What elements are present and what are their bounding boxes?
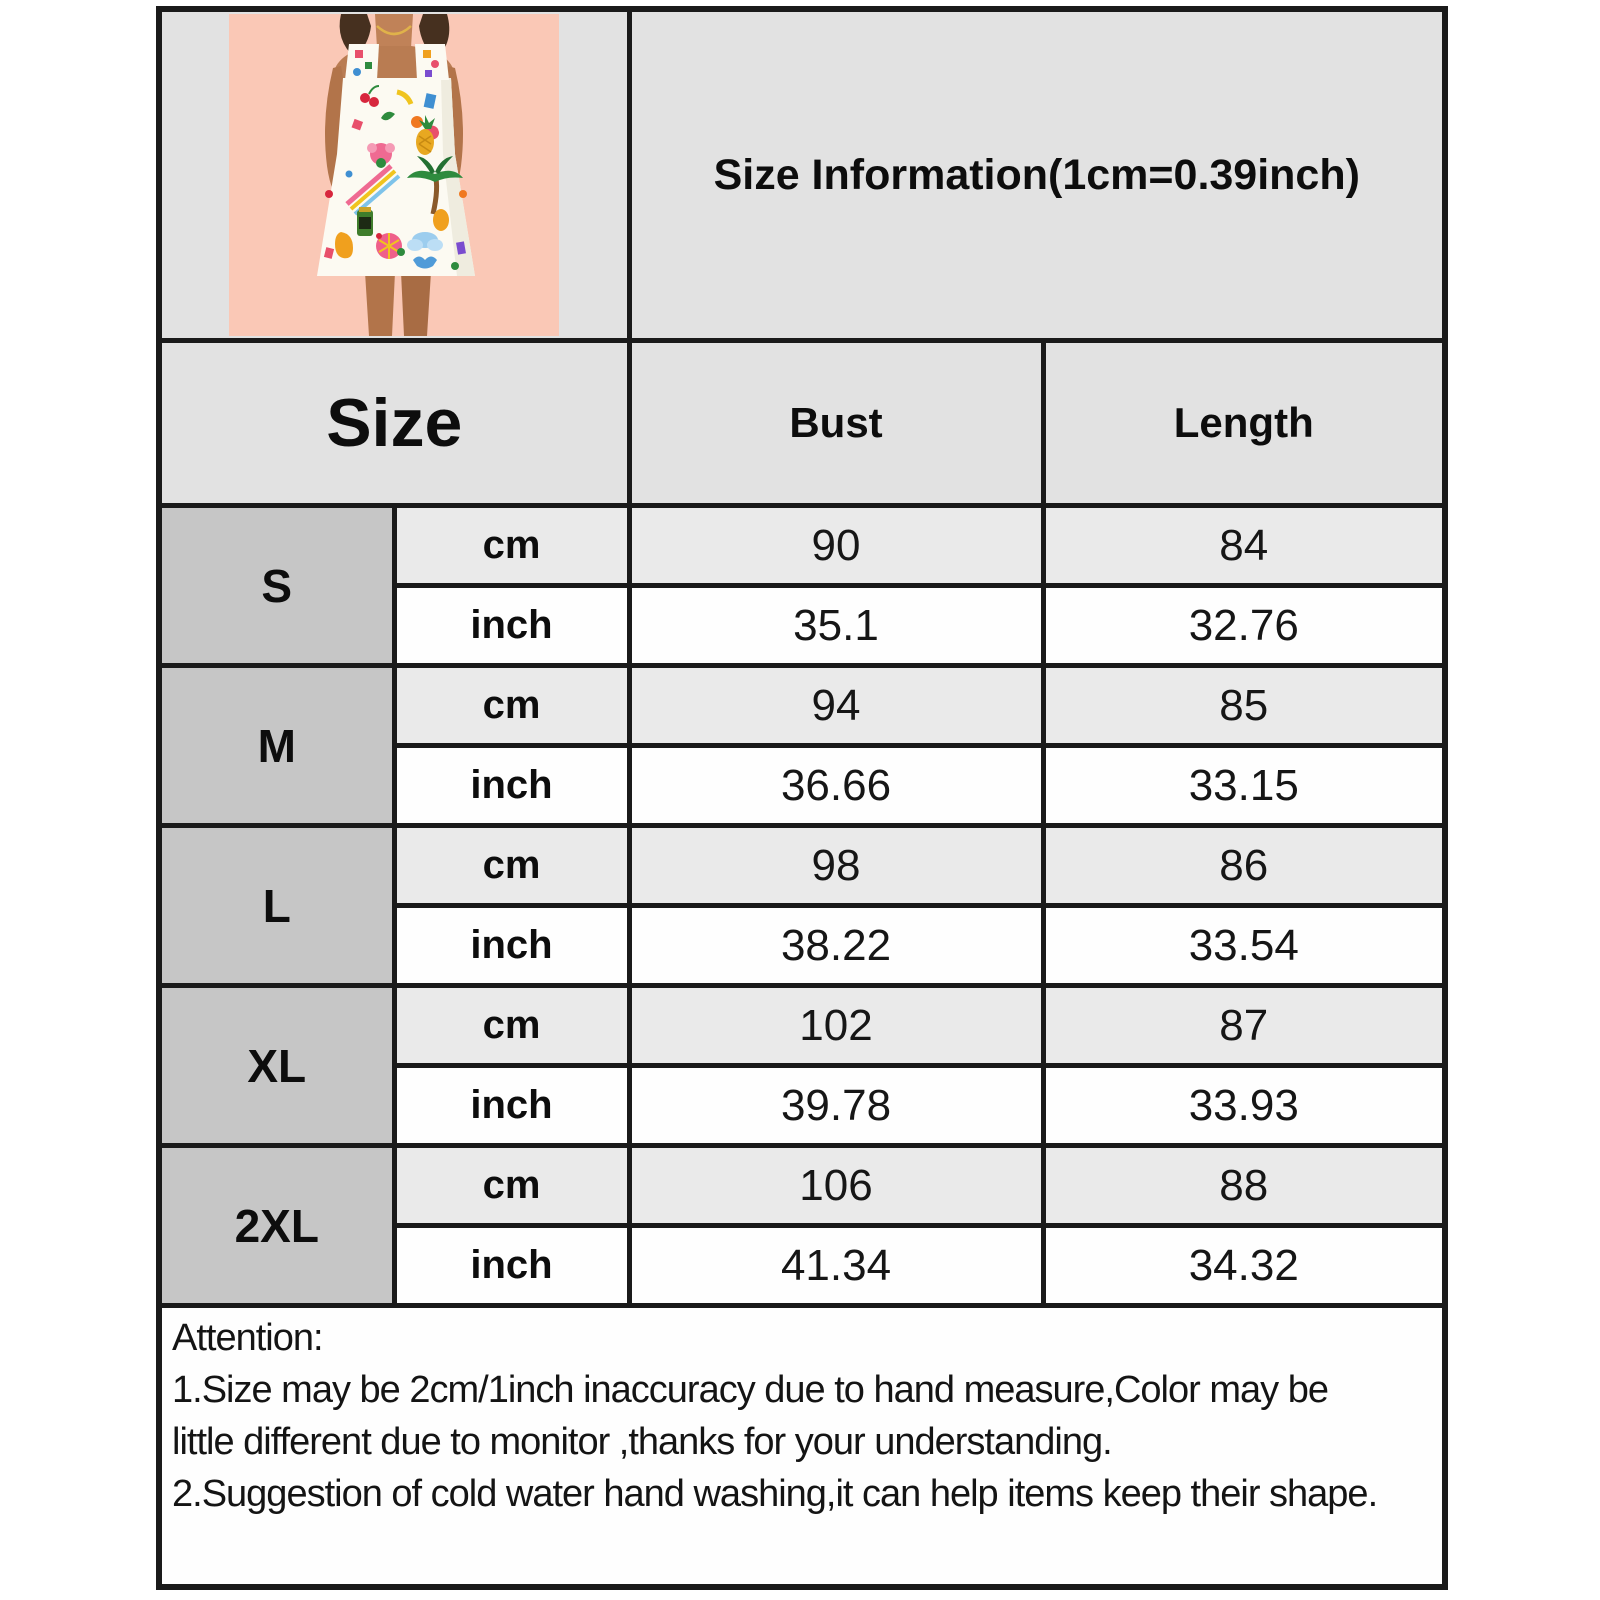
size-l-cm-row [159, 826, 1445, 906]
attention-line-3: 2.Suggestion of cold water hand washing,it can help items keep their shape. [172, 1473, 1378, 1515]
size-s-length-inch: 32.76 [1043, 586, 1445, 666]
size-2xl-length-inch: 34.32 [1043, 1226, 1445, 1306]
photo-title-row [159, 9, 1445, 341]
size-m-length-cm: 85 [1043, 666, 1445, 746]
model-neck [375, 14, 413, 48]
size-s-length-cm: 84 [1043, 506, 1445, 586]
size-chart-table [156, 6, 1448, 1590]
product-photo-cell [159, 9, 629, 341]
size-2xl-cm-row [159, 1146, 1445, 1226]
size-m-unit-cm: cm [394, 666, 629, 746]
size-m-bust-inch: 36.66 [629, 746, 1043, 826]
size-xl-length-inch: 33.93 [1043, 1066, 1445, 1146]
size-l-length-cm: 86 [1043, 826, 1445, 906]
size-2xl-unit-inch: inch [394, 1226, 629, 1306]
size-s-cm-row [159, 506, 1445, 586]
size-label-xl: XL [159, 986, 394, 1146]
size-2xl-unit-cm: cm [394, 1146, 629, 1226]
attention-line-1: 1.Size may be 2cm/1inch inaccuracy due to hand measure,Color may be [172, 1369, 1328, 1411]
size-2xl-length-cm: 88 [1043, 1146, 1445, 1226]
model-right-leg [401, 272, 431, 336]
size-m-length-inch: 33.15 [1043, 746, 1445, 826]
size-l-unit-inch: inch [394, 906, 629, 986]
column-header-length: Length [1043, 341, 1445, 506]
size-s-bust-inch: 35.1 [629, 586, 1043, 666]
size-xl-cm-row [159, 986, 1445, 1066]
size-label-2xl: 2XL [159, 1146, 394, 1306]
size-s-unit-cm: cm [394, 506, 629, 586]
dress-left-strap [345, 44, 379, 80]
size-m-bust-cm: 94 [629, 666, 1043, 746]
size-l-length-inch: 33.54 [1043, 906, 1445, 986]
size-xl-unit-inch: inch [394, 1066, 629, 1146]
size-2xl-bust-inch: 41.34 [629, 1226, 1043, 1306]
size-m-cm-row [159, 666, 1445, 746]
green-jar-motif [357, 207, 373, 236]
size-2xl-bust-cm: 106 [629, 1146, 1043, 1226]
size-xl-bust-cm: 102 [629, 986, 1043, 1066]
size-l-bust-cm: 98 [629, 826, 1043, 906]
attention-row [159, 1306, 1445, 1588]
size-information-title-cell [629, 9, 1445, 341]
size-label-m: M [159, 666, 394, 826]
model-left-leg [365, 272, 395, 336]
attention-line-2: little different due to monitor ,thanks for your understanding. [172, 1421, 1112, 1463]
size-l-bust-inch: 38.22 [629, 906, 1043, 986]
size-s-unit-inch: inch [394, 586, 629, 666]
size-xl-bust-inch: 39.78 [629, 1066, 1043, 1146]
size-s-bust-cm: 90 [629, 506, 1043, 586]
size-m-unit-inch: inch [394, 746, 629, 826]
size-xl-unit-cm: cm [394, 986, 629, 1066]
attention-note [159, 1306, 1445, 1588]
size-information-title: Size Information(1cm=0.39inch) [713, 150, 1360, 199]
column-header-size: Size [159, 341, 629, 506]
product-photo [162, 12, 627, 338]
column-header-row [159, 341, 1445, 506]
column-header-bust: Bust [629, 341, 1043, 506]
size-label-l: L [159, 826, 394, 986]
attention-title: Attention: [172, 1317, 323, 1359]
size-label-s: S [159, 506, 394, 666]
size-l-unit-cm: cm [394, 826, 629, 906]
dress-photo-illustration [229, 14, 559, 336]
size-xl-length-cm: 87 [1043, 986, 1445, 1066]
